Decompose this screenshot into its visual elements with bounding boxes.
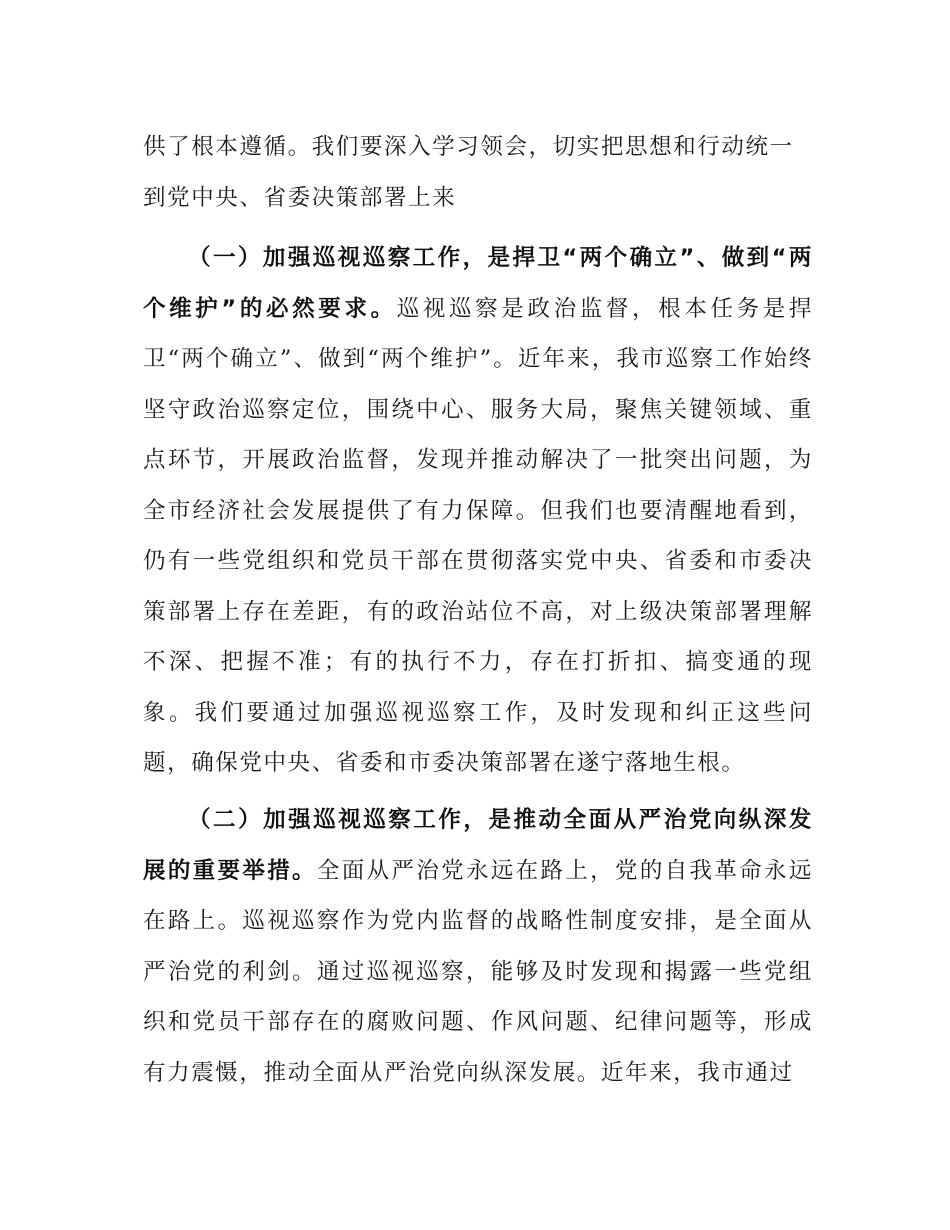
section-body-1: 巡视巡察是政治监督，根本任务是捍卫“两个确立”、做到“两个维护”。近年来，我市巡察工作始终坚守政治巡察定位，围绕中心、服务大局，聚焦关键领域、重点环节，开展政治监督，发现并推动解决了一批突出问题，为全市经济社会发展提供了有力保障。但我们也要清醒地看到，仍有一些党组织和党员干部在贯彻落实党中央、省委和市委决策部署上存在差距，有的政治站位不高，对上级决策部署理解不深、把握不准；有的执行不力，存在打折扣、搞变通的现象。我们要通过加强巡视巡察工作，及时发现和纠正这些问题，确保党中央、省委和市委决策部署在遂宁落地生根。 (143, 295, 813, 776)
section-heading-2: （二）加强巡视巡察工作，是推动全面从严治党向纵深发展的重要举措。 (143, 807, 813, 884)
section-body-2: 全面从严治党永远在路上，党的自我革命永远在路上。巡视巡察作为党内监督的战略性制度安排，是全面从严治党的利剑。通过巡视巡察，能够及时发现和揭露一些党组织和党员干部存在的腐败问题、作风问题、纪律问题等，形成有力震慑，推动全面从严治党向纵深发展。近年来，我市通过 (143, 857, 813, 1086)
lead-line: 到党中央、省委决策部署上来 (143, 184, 457, 211)
lead-line: 供了根本遵循。我们要深入学习领会，切实把思想和行动统一 (143, 134, 794, 160)
section-paragraph-2 (143, 795, 813, 1098)
section-paragraph-1 (143, 233, 813, 789)
lead-paragraph (143, 122, 813, 223)
section-heading-1: （一）加强巡视巡察工作，是捍卫“两个确立”、做到“两个维护”的必然要求。 (143, 245, 813, 322)
